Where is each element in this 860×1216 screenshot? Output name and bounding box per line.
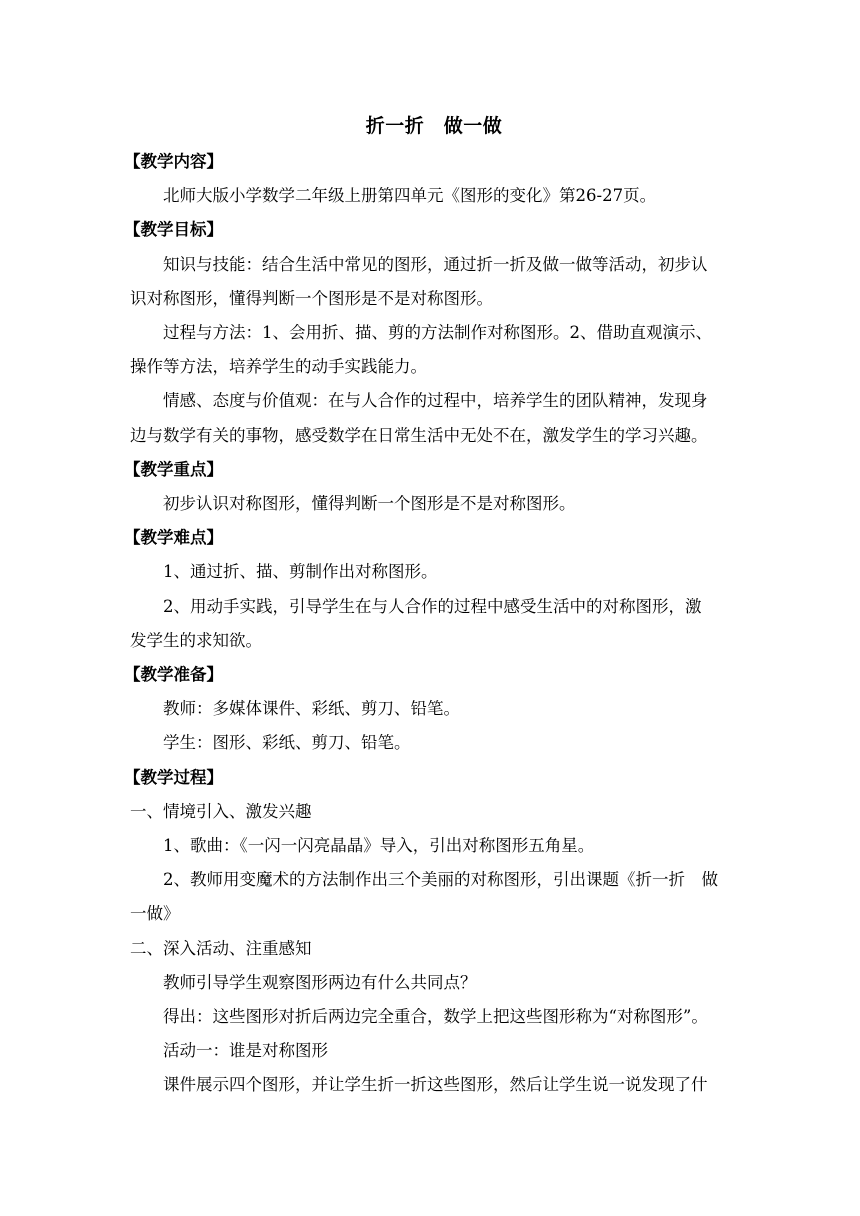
section-heading: 【教学难点】 (124, 528, 223, 548)
paragraph-line: 北师大版小学数学二年级上册第四单元《图形的变化》第26-27页。 (163, 186, 657, 206)
section-heading: 【教学准备】 (124, 665, 223, 685)
paragraph-line: 一做》 (130, 904, 180, 924)
paragraph-line: 操作等方法，培养学生的动手实践能力。 (130, 357, 427, 377)
paragraph-line: 发学生的求知欲。 (130, 630, 262, 650)
paragraph-line: 2、教师用变魔术的方法制作出三个美丽的对称图形，引出课题《折一折 做 (163, 870, 718, 890)
paragraph-line: 活动一：谁是对称图形 (163, 1041, 328, 1061)
section-heading: 【教学目标】 (124, 220, 223, 240)
paragraph-line: 知识与技能：结合生活中常见的图形，通过折一折及做一做等活动，初步认 (163, 254, 708, 274)
paragraph-line: 一、情境引入、激发兴趣 (130, 801, 312, 821)
section-heading: 【教学内容】 (124, 152, 223, 171)
paragraph-line: 情感、态度与价值观：在与人合作的过程中，培养学生的团队精神，发现身 (163, 391, 708, 411)
paragraph-line: 初步认识对称图形，懂得判断一个图形是不是对称图形。 (163, 494, 576, 514)
document-body (124, 145, 738, 1103)
section-heading: 【教学过程】 (124, 767, 223, 787)
paragraph-line: 过程与方法：1、会用折、描、剪的方法制作对称图形。2、借助直观演示、 (163, 323, 712, 343)
document-title: 折一折 做一做 (365, 115, 503, 137)
paragraph-line: 1、通过折、描、剪制作出对称图形。 (163, 562, 438, 582)
paragraph-line: 教师引导学生观察图形两边有什么共同点？ (163, 972, 477, 992)
paragraph-line: 边与数学有关的事物，感受数学在日常生活中无处不在，激发学生的学习兴趣。 (130, 425, 708, 445)
paragraph-line: 识对称图形，懂得判断一个图形是不是对称图形。 (130, 288, 493, 308)
section-heading: 【教学重点】 (124, 459, 223, 479)
paragraph-line: 课件展示四个图形，并让学生折一折这些图形，然后让学生说一说发现了什 (163, 1075, 708, 1095)
paragraph-line: 二、深入活动、注重感知 (130, 938, 312, 958)
paragraph-line: 得出：这些图形对折后两边完全重合，数学上把这些图形称为“对称图形”。 (163, 1007, 708, 1027)
paragraph-line: 1、歌曲：《一闪一闪亮晶晶》导入，引出对称图形五角星。 (163, 836, 595, 856)
paragraph-line: 学生：图形、彩纸、剪刀、铅笔。 (163, 733, 411, 753)
paragraph-line: 教师：多媒体课件、彩纸、剪刀、铅笔。 (163, 699, 460, 719)
paragraph-line: 2、用动手实践，引导学生在与人合作的过程中感受生活中的对称图形，激 (163, 596, 702, 616)
